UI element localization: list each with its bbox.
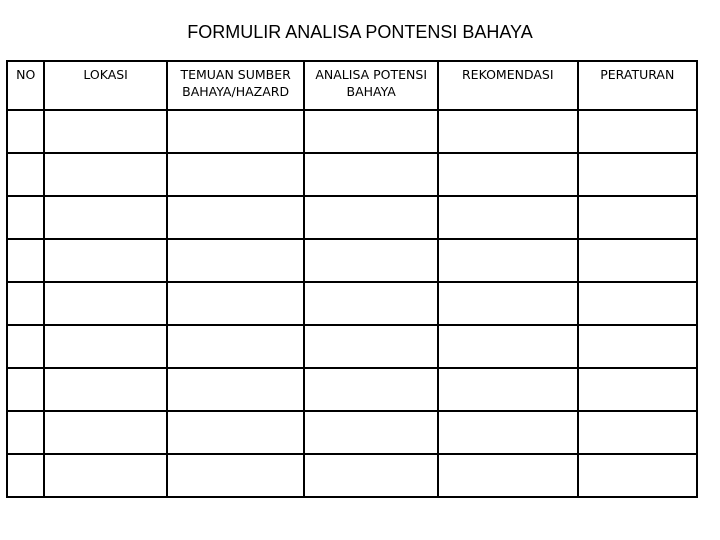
analisa-cell[interactable] — [304, 411, 438, 454]
table-header-row — [7, 61, 697, 110]
temuan-cell[interactable] — [167, 239, 305, 282]
lokasi-cell[interactable] — [44, 153, 166, 196]
analisa-cell[interactable] — [304, 110, 438, 153]
lokasi-cell[interactable] — [44, 110, 166, 153]
no-cell[interactable] — [7, 411, 44, 454]
header-peraturan: PERATURAN — [578, 61, 697, 110]
no-cell[interactable] — [7, 110, 44, 153]
lokasi-cell[interactable] — [44, 411, 166, 454]
header-no: NO — [7, 61, 44, 110]
temuan-cell[interactable] — [167, 325, 305, 368]
header-temuan-sumber-bahaya: TEMUAN SUMBER BAHAYA/HAZARD — [167, 61, 305, 110]
no-cell[interactable] — [7, 239, 44, 282]
no-cell[interactable] — [7, 454, 44, 497]
no-cell[interactable] — [7, 282, 44, 325]
lokasi-cell[interactable] — [44, 325, 166, 368]
peraturan-cell[interactable] — [578, 325, 697, 368]
lokasi-cell[interactable] — [44, 282, 166, 325]
analisa-cell[interactable] — [304, 282, 438, 325]
rekomendasi-cell[interactable] — [438, 239, 578, 282]
rekomendasi-cell[interactable] — [438, 196, 578, 239]
analisa-cell[interactable] — [304, 239, 438, 282]
temuan-cell[interactable] — [167, 454, 305, 497]
table-row — [7, 196, 697, 239]
table-row — [7, 110, 697, 153]
peraturan-cell[interactable] — [578, 282, 697, 325]
temuan-cell[interactable] — [167, 110, 305, 153]
table-row — [7, 368, 697, 411]
analisa-cell[interactable] — [304, 153, 438, 196]
analisa-cell[interactable] — [304, 454, 438, 497]
table-row — [7, 153, 697, 196]
table-row — [7, 411, 697, 454]
rekomendasi-cell[interactable] — [438, 282, 578, 325]
rekomendasi-cell[interactable] — [438, 411, 578, 454]
rekomendasi-cell[interactable] — [438, 454, 578, 497]
header-lokasi: LOKASI — [44, 61, 166, 110]
table-row — [7, 325, 697, 368]
rekomendasi-cell[interactable] — [438, 325, 578, 368]
rekomendasi-cell[interactable] — [438, 368, 578, 411]
table-row — [7, 282, 697, 325]
temuan-cell[interactable] — [167, 411, 305, 454]
rekomendasi-cell[interactable] — [438, 110, 578, 153]
no-cell[interactable] — [7, 153, 44, 196]
lokasi-cell[interactable] — [44, 368, 166, 411]
table-row — [7, 239, 697, 282]
temuan-cell[interactable] — [167, 368, 305, 411]
peraturan-cell[interactable] — [578, 239, 697, 282]
table-body — [7, 110, 697, 497]
peraturan-cell[interactable] — [578, 196, 697, 239]
peraturan-cell[interactable] — [578, 153, 697, 196]
rekomendasi-cell[interactable] — [438, 153, 578, 196]
lokasi-cell[interactable] — [44, 239, 166, 282]
analisa-cell[interactable] — [304, 196, 438, 239]
page-title: FORMULIR ANALISA PONTENSI BAHAYA — [187, 22, 533, 42]
header-analisa-potensi-bahaya: ANALISA POTENSI BAHAYA — [304, 61, 438, 110]
hazard-analysis-table — [6, 60, 698, 498]
lokasi-cell[interactable] — [44, 454, 166, 497]
table-row — [7, 454, 697, 497]
no-cell[interactable] — [7, 196, 44, 239]
temuan-cell[interactable] — [167, 153, 305, 196]
peraturan-cell[interactable] — [578, 368, 697, 411]
peraturan-cell[interactable] — [578, 411, 697, 454]
analisa-cell[interactable] — [304, 368, 438, 411]
analisa-cell[interactable] — [304, 325, 438, 368]
peraturan-cell[interactable] — [578, 110, 697, 153]
header-rekomendasi: REKOMENDASI — [438, 61, 578, 110]
lokasi-cell[interactable] — [44, 196, 166, 239]
no-cell[interactable] — [7, 368, 44, 411]
temuan-cell[interactable] — [167, 282, 305, 325]
peraturan-cell[interactable] — [578, 454, 697, 497]
temuan-cell[interactable] — [167, 196, 305, 239]
no-cell[interactable] — [7, 325, 44, 368]
